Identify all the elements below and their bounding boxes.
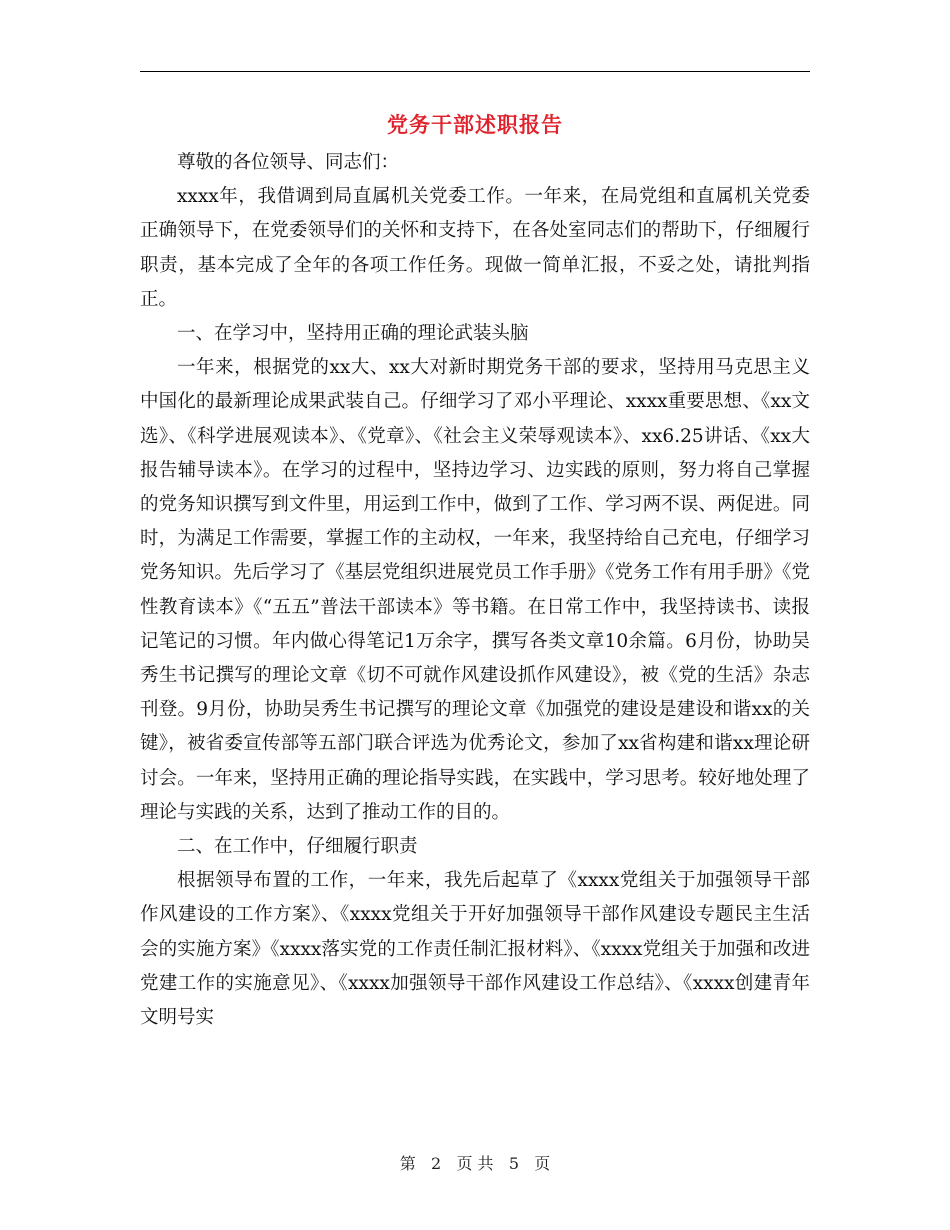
footer-suffix: 页 bbox=[534, 1154, 551, 1173]
footer-middle: 页 共 bbox=[456, 1154, 494, 1173]
section-1-paragraph: 一年来，根据党的xx大、xx大对新时期党务干部的要求，坚持用马克思主义中国化的最新理论成果武装自己。仔细学习了邓小平理论、xxxx重要思想、《xx文选》、《科学进展观读本》、《党章》、《社会主义荣辱观读本》、xx6.25讲话、《xx大报告辅导读本》。在学习的过程中，坚持边学习、边实践的原则，努力将自己掌握的党务知识撰写到文件里，用运到工作中，做到了工作、学习两不误、两促进。同时，为满足工作需要，掌握工作的主动权，一年来，我坚持给自己充电，仔细学习党务知识。先后学习了《基层党组织进展党员工作手册》《党务工作有用手册》《党性教育读本》《“五五”普法干部读本》等书籍。在日常工作中，我坚持读书、读报记笔记的习惯。年内做心得笔记1万余字，撰写各类文章10余篇。6月份，协助吴秀生书记撰写的理论文章《切不可就作风建设抓作风建设》，被《党的生活》杂志刊登。9月份，协助吴秀生书记撰写的理论文章《加强党的建设是建设和谐xx的关键》，被省委宣传部等五部门联合评选为优秀论文，参加了xx省构建和谐xx理论研讨会。一年来，坚持用正确的理论指导实践，在实践中，学习思考。较好地处理了理论与实践的关系，达到了推动工作的目的。 bbox=[140, 357, 810, 823]
document-title: 党务干部述职报告 bbox=[387, 112, 563, 137]
page-footer bbox=[0, 1150, 950, 1178]
intro-paragraph: xxxx年，我借调到局直属机关党委工作。一年来，在局党组和直属机关党委正确领导下，在党委领导们的关怀和支持下，在各处室同志们的帮助下，仔细履行职责，基本完成了全年的各项工作任务。现做一简单汇报，不妥之处，请批判指正。 bbox=[140, 186, 810, 310]
section-heading-1: 一、在学习中，坚持用正确的理论武装头脑 bbox=[177, 323, 529, 345]
section-heading-2: 二、在工作中，仔细履行职责 bbox=[177, 836, 418, 858]
document-body bbox=[140, 146, 810, 1035]
total-pages-number: 5 bbox=[508, 1154, 520, 1173]
footer-prefix: 第 bbox=[399, 1154, 416, 1173]
salutation: 尊敬的各位领导、同志们： bbox=[177, 152, 400, 173]
current-page-number: 2 bbox=[430, 1154, 442, 1173]
section-2-paragraph: 根据领导布置的工作，一年来，我先后起草了《xxxx党组关于加强领导干部作风建设的工作方案》、《xxxx党组关于开好加强领导干部作风建设专题民主生活会的实施方案》《xxxx落实党的工作责任制汇报材料》、《xxxx党组关于加强和改进党建工作的实施意见》、《xxxx加强领导干部作风建设工作总结》、《xxxx创建青年文明号实 bbox=[140, 870, 810, 1029]
header-rule bbox=[140, 71, 810, 72]
